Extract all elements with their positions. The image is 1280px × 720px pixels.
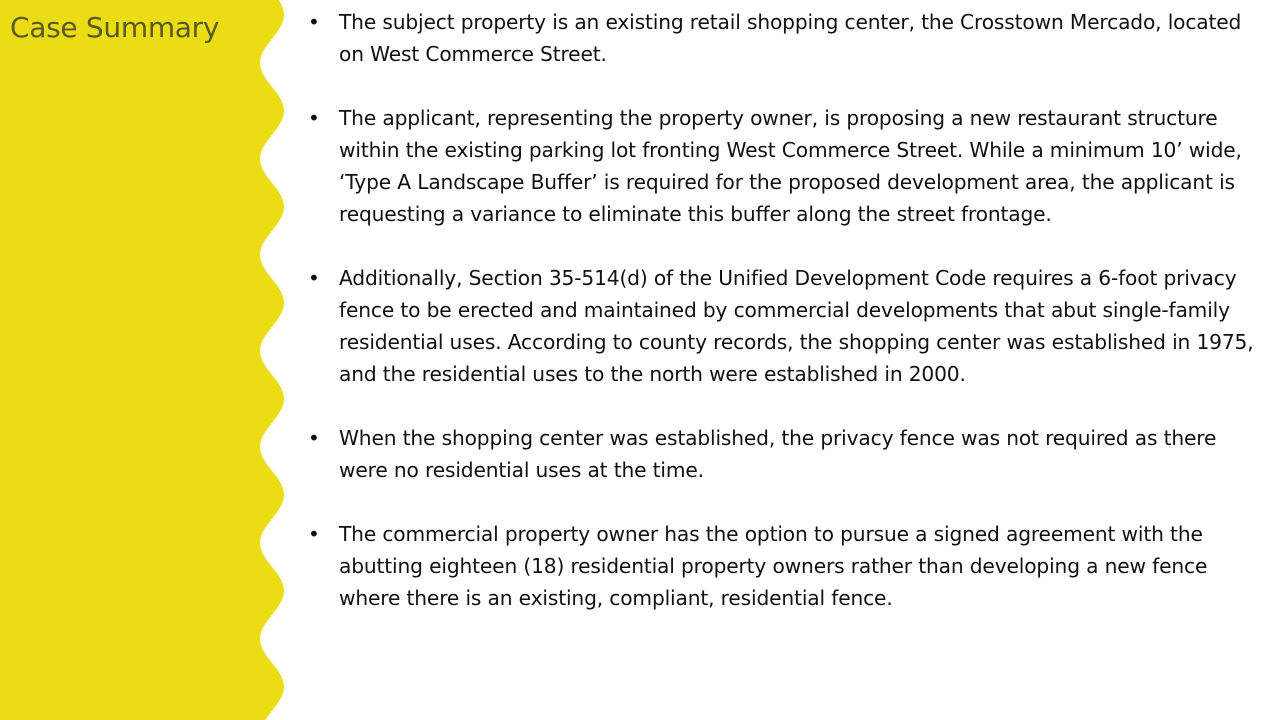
bullet-dot-icon: •	[308, 10, 320, 34]
bullet-item-5	[305, 518, 1255, 614]
bullet-text-1: The subject property is an existing retail shopping center, the Crosstown Mercado, located on West Commerce Street.	[339, 10, 1242, 66]
slide-title: Case Summary	[10, 11, 220, 44]
bullet-text-2: The applicant, representing the property owner, is proposing a new restaurant structure within the existing parking lot fronting West Commerce Street. While a minimum 10’ wide, ‘Type A Landscape Buffer’ is required for the proposed development area, the applicant is requesting a variance to eliminate this buffer along the street frontage.	[339, 106, 1242, 226]
sidebar-wavy-band	[0, 0, 300, 720]
bullet-list	[305, 6, 1255, 646]
bullet-dot-icon: •	[308, 522, 320, 546]
bullet-text-4: When the shopping center was established, the privacy fence was not required as there were no residential uses at the time.	[339, 426, 1217, 482]
bullet-text-5: The commercial property owner has the option to pursue a signed agreement with the abutting eighteen (18) residential property owners rather than developing a new fence where there is an existing, compliant, residential fence.	[339, 522, 1208, 610]
bullet-item-3	[305, 262, 1255, 390]
bullet-item-2	[305, 102, 1255, 230]
bullet-dot-icon: •	[308, 266, 320, 290]
bullet-dot-icon: •	[308, 106, 320, 130]
bullet-dot-icon: •	[308, 426, 320, 450]
bullet-item-1	[305, 6, 1255, 70]
bullet-text-3: Additionally, Section 35-514(d) of the Unified Development Code requires a 6-foot privacy fence to be erected and maintained by commercial developments that abut single-family residential uses. According to county records, the shopping center was established in 1975, and the residential uses to the north were established in 2000.	[339, 266, 1254, 386]
bullet-item-4	[305, 422, 1255, 486]
